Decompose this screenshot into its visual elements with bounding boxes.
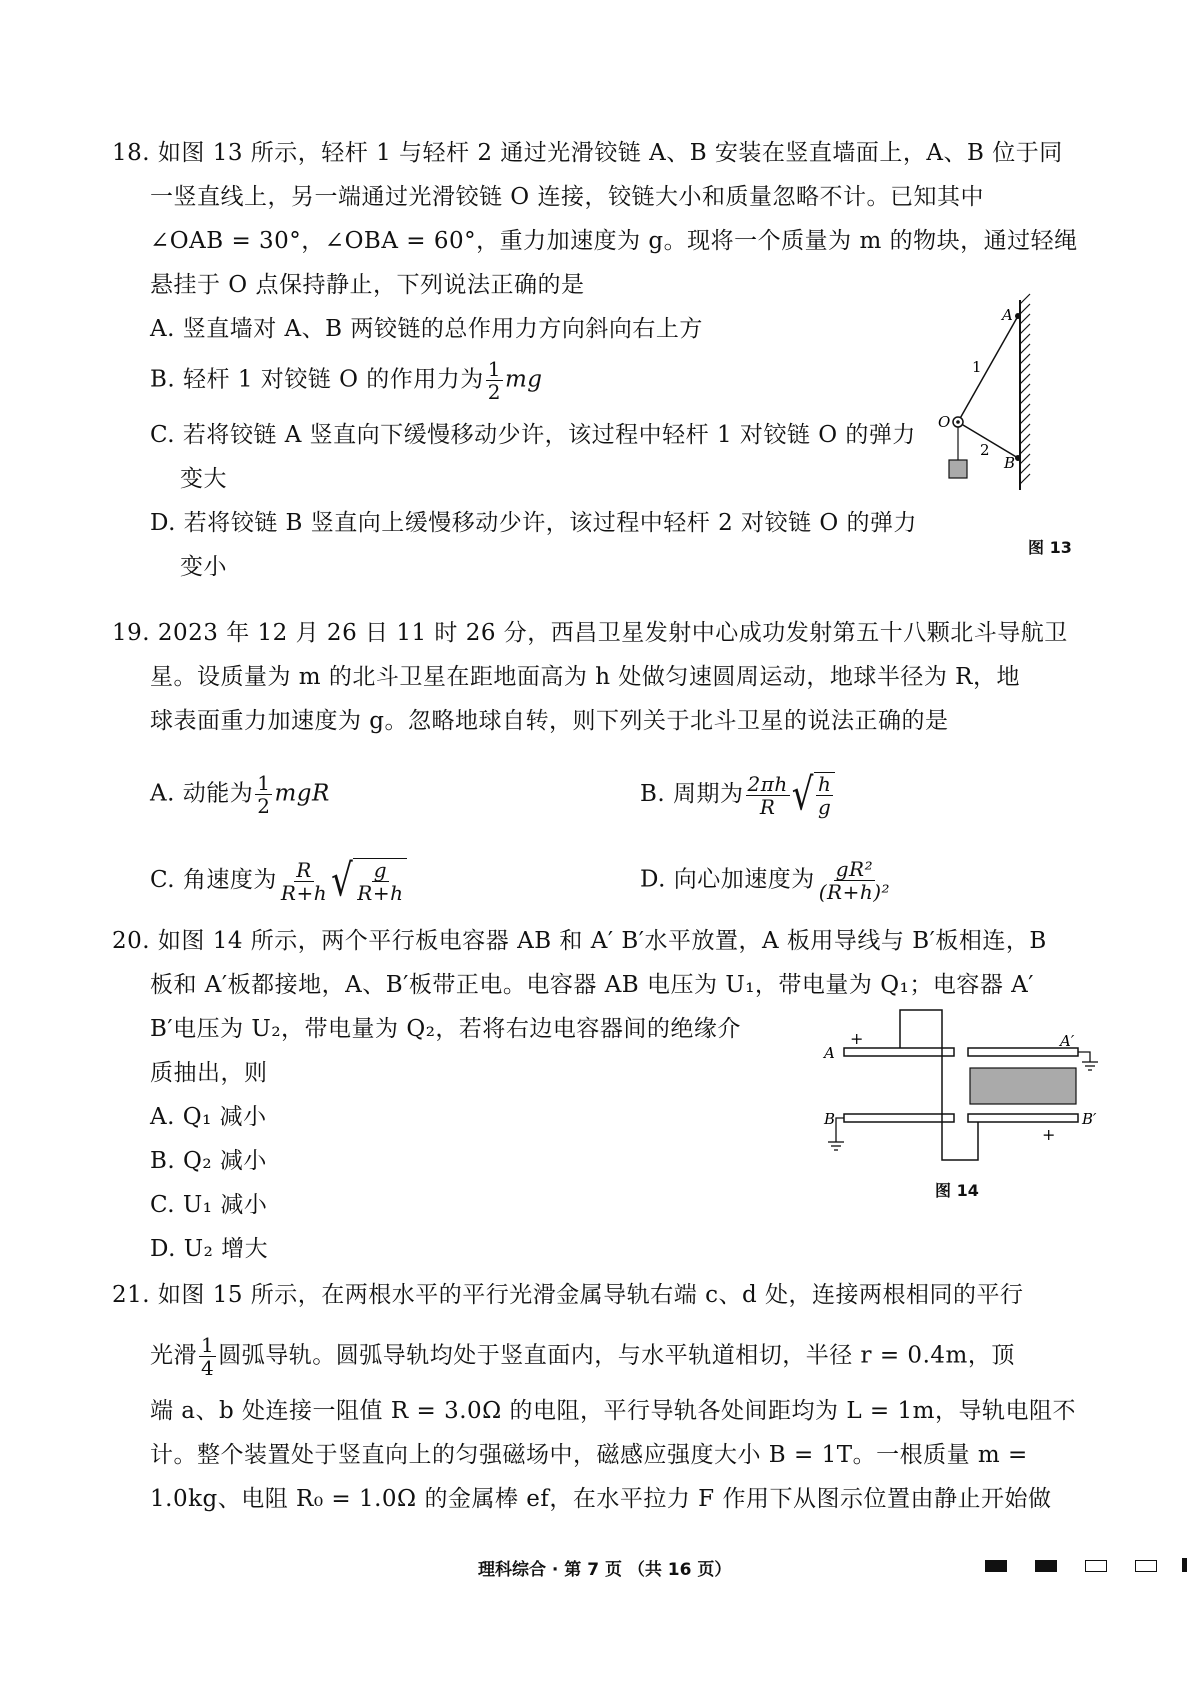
q18-line-3: ∠OAB = 30°，∠OBA = 60°，重力加速度为 g。现将一个质量为 m 的物块，通过轻绳: [150, 228, 1078, 254]
label-rod-1: 1: [972, 358, 982, 376]
q21-line-5: 1.0kg、电阻 R₀ = 1.0Ω 的金属棒 ef，在水平拉力 F 作用下从图示位置由静止开始做: [150, 1486, 1052, 1512]
fraction-denominator: 2: [487, 380, 501, 404]
q19-line-2: 星。设质量为 m 的北斗卫星在距地面高为 h 处做匀速圆周运动，地球半径为 R，地: [150, 664, 1020, 690]
label-b: B: [1004, 454, 1016, 472]
plate-a: [844, 1048, 954, 1056]
ground-wire-a-prime: [1078, 1052, 1090, 1062]
q19-line-3: 球表面重力加速度为 g。忽略地球自转，则下列关于北斗卫星的说法正确的是: [150, 708, 949, 734]
hinge-a: [1015, 313, 1021, 319]
q19-option-c-sqrt-fraction: [355, 859, 405, 904]
q19-option-b-prefix: B. 周期为: [640, 781, 744, 807]
footer-mark-filled-2: [1035, 1560, 1057, 1572]
q19-option-c-sqrt: [331, 855, 407, 907]
fraction-numerator: gR²: [835, 857, 874, 881]
footer-mark-filled-1: [985, 1560, 1007, 1572]
q21-line-2: [150, 1334, 1015, 1379]
q19-option-a-suffix: mgR: [274, 780, 330, 807]
q19-option-b-fraction: [746, 773, 790, 818]
label-b-prime: B′: [1082, 1110, 1097, 1128]
q19-option-d-prefix: D. 向心加速度为: [640, 866, 815, 893]
q18-option-b-fraction: [486, 358, 503, 403]
ground-wire-b: [836, 1118, 844, 1142]
q19-option-c-fraction: [279, 859, 329, 904]
fraction-denominator: R+h: [280, 880, 328, 905]
q18-line-1: 18. 如图 13 所示，轻杆 1 与轻杆 2 通过光滑铰链 A、B 安装在竖直墙面上，A、B 位于同: [112, 140, 1063, 166]
fraction-denominator: g: [817, 795, 832, 819]
q18-option-d-line-2: 变小: [180, 554, 227, 580]
fraction-numerator: 1: [487, 357, 501, 381]
figure-14-diagram: [820, 1000, 1110, 1175]
q21-line-4: 计。整个装置处于竖直向上的匀强磁场中，磁感应强度大小 B = 1T。一根质量 m =: [150, 1442, 1028, 1468]
label-rod-2: 2: [980, 441, 990, 459]
q19-option-d-fraction: [817, 858, 892, 903]
label-a-prime: A′: [1060, 1032, 1075, 1050]
q20-line-2: 板和 A′板都接地，A、B′板带正电。电容器 AB 电压为 U₁，带电量为 Q₁；电容器 A′: [150, 972, 1034, 998]
fraction-numerator: 1: [201, 1333, 215, 1357]
footer-mark-bar: [1182, 1558, 1187, 1572]
fraction-numerator: 1: [257, 771, 271, 795]
q21-line-2-suffix: 圆弧导轨。圆弧导轨均处于竖直面内，与水平轨道相切，半径 r = 0.4m，顶: [218, 1342, 1015, 1369]
label-plus-b-prime: +: [1042, 1125, 1056, 1144]
q19-option-c-prefix: C. 角速度为: [150, 867, 277, 893]
q19-option-a-prefix: A. 动能为: [150, 780, 254, 807]
q18-option-c-line-2: 变大: [180, 466, 227, 492]
q19-option-c: [150, 855, 407, 907]
q18-line-2: 一竖直线上，另一端通过光滑铰链 O 连接，铰链大小和质量忽略不计。已知其中: [150, 184, 984, 210]
dielectric-slab: [970, 1068, 1076, 1104]
label-o: O: [938, 413, 951, 431]
q19-option-b: [640, 769, 835, 821]
label-a: A: [1002, 306, 1013, 324]
figure-13-diagram: [930, 290, 1070, 500]
plate-b-prime: [968, 1114, 1078, 1122]
label-a: A: [824, 1044, 835, 1062]
connecting-wire: [900, 1010, 978, 1160]
q18-option-b-suffix: mg: [505, 366, 543, 393]
q19-option-b-sqrt-fraction: [816, 773, 833, 818]
sqrt-sign: √: [791, 769, 814, 821]
q20-line-1: 20. 如图 14 所示，两个平行板电容器 AB 和 A′ B′水平放置，A 板用导线与 B′板相连，B: [112, 928, 1047, 954]
q20-line-3: B′电压为 U₂，带电量为 Q₂，若将右边电容器间的绝缘介: [150, 1016, 741, 1042]
fraction-denominator: R+h: [357, 881, 404, 905]
figure-14-caption: 图 14: [935, 1181, 979, 1200]
fraction-denominator: R: [759, 794, 776, 819]
q19-option-a: [150, 772, 330, 817]
footer-mark-outline-1: [1085, 1560, 1107, 1572]
fraction-numerator: R: [296, 857, 312, 882]
q21-line-3: 端 a、b 处连接一阻值 R = 3.0Ω 的电阻，平行导轨各处间距均为 L = 1m，导轨电阻不: [150, 1398, 1076, 1424]
footer-mark-outline-2: [1135, 1560, 1157, 1572]
q19-option-b-sqrt: [791, 769, 836, 821]
page-footer: 理科综合 · 第 7 页 （共 16 页）: [478, 1560, 732, 1580]
fraction-denominator: 4: [201, 1356, 215, 1380]
rod-1: [958, 316, 1018, 422]
fraction-denominator: (R+h)²: [818, 880, 891, 904]
q19-option-d: [640, 858, 894, 903]
q20-option-b: B. Q₂ 减小: [150, 1148, 267, 1174]
q21-line-2-prefix: 光滑: [150, 1342, 197, 1369]
hanging-block: [949, 460, 967, 478]
hinge-b: [1015, 455, 1021, 461]
q21-quarter-fraction: [199, 1334, 216, 1379]
q19-option-a-fraction: [255, 772, 272, 817]
label-plus-a: +: [850, 1029, 864, 1048]
q20-line-4: 质抽出，则: [150, 1060, 268, 1086]
q18-option-d-line-1: D. 若将铰链 B 竖直向上缓慢移动少许，该过程中轻杆 2 对铰链 O 的弹力: [150, 510, 917, 536]
q20-option-a: A. Q₁ 减小: [150, 1104, 267, 1130]
q18-option-c-line-1: C. 若将铰链 A 竖直向下缓慢移动少许，该过程中轻杆 1 对铰链 O 的弹力: [150, 422, 916, 448]
q18-option-b-prefix: B. 轻杆 1 对铰链 O 的作用力为: [150, 366, 484, 393]
q18-option-b: [150, 358, 543, 403]
q18-line-4: 悬挂于 O 点保持静止，下列说法正确的是: [150, 272, 585, 298]
q18-option-a: A. 竖直墙对 A、B 两铰链的总作用力方向斜向右上方: [150, 316, 703, 342]
fraction-numerator: g: [373, 858, 388, 882]
label-b: B: [824, 1110, 836, 1128]
q21-line-1: 21. 如图 15 所示，在两根水平的平行光滑金属导轨右端 c、d 处，连接两根相同的平行: [112, 1282, 1024, 1308]
q20-option-d: D. U₂ 增大: [150, 1236, 269, 1262]
fraction-numerator: h: [817, 772, 832, 796]
q20-option-c: C. U₁ 减小: [150, 1192, 268, 1218]
wall-hatching: [1020, 294, 1030, 484]
sqrt-sign: √: [331, 855, 354, 907]
q19-line-1: 19. 2023 年 12 月 26 日 11 时 26 分，西昌卫星发射中心成功发射第五十八颗北斗导航卫: [112, 620, 1068, 646]
fraction-denominator: 2: [257, 794, 271, 818]
plate-b: [844, 1114, 954, 1122]
fraction-numerator: 2πh: [747, 771, 788, 796]
figure-13-caption: 图 13: [1028, 538, 1072, 557]
